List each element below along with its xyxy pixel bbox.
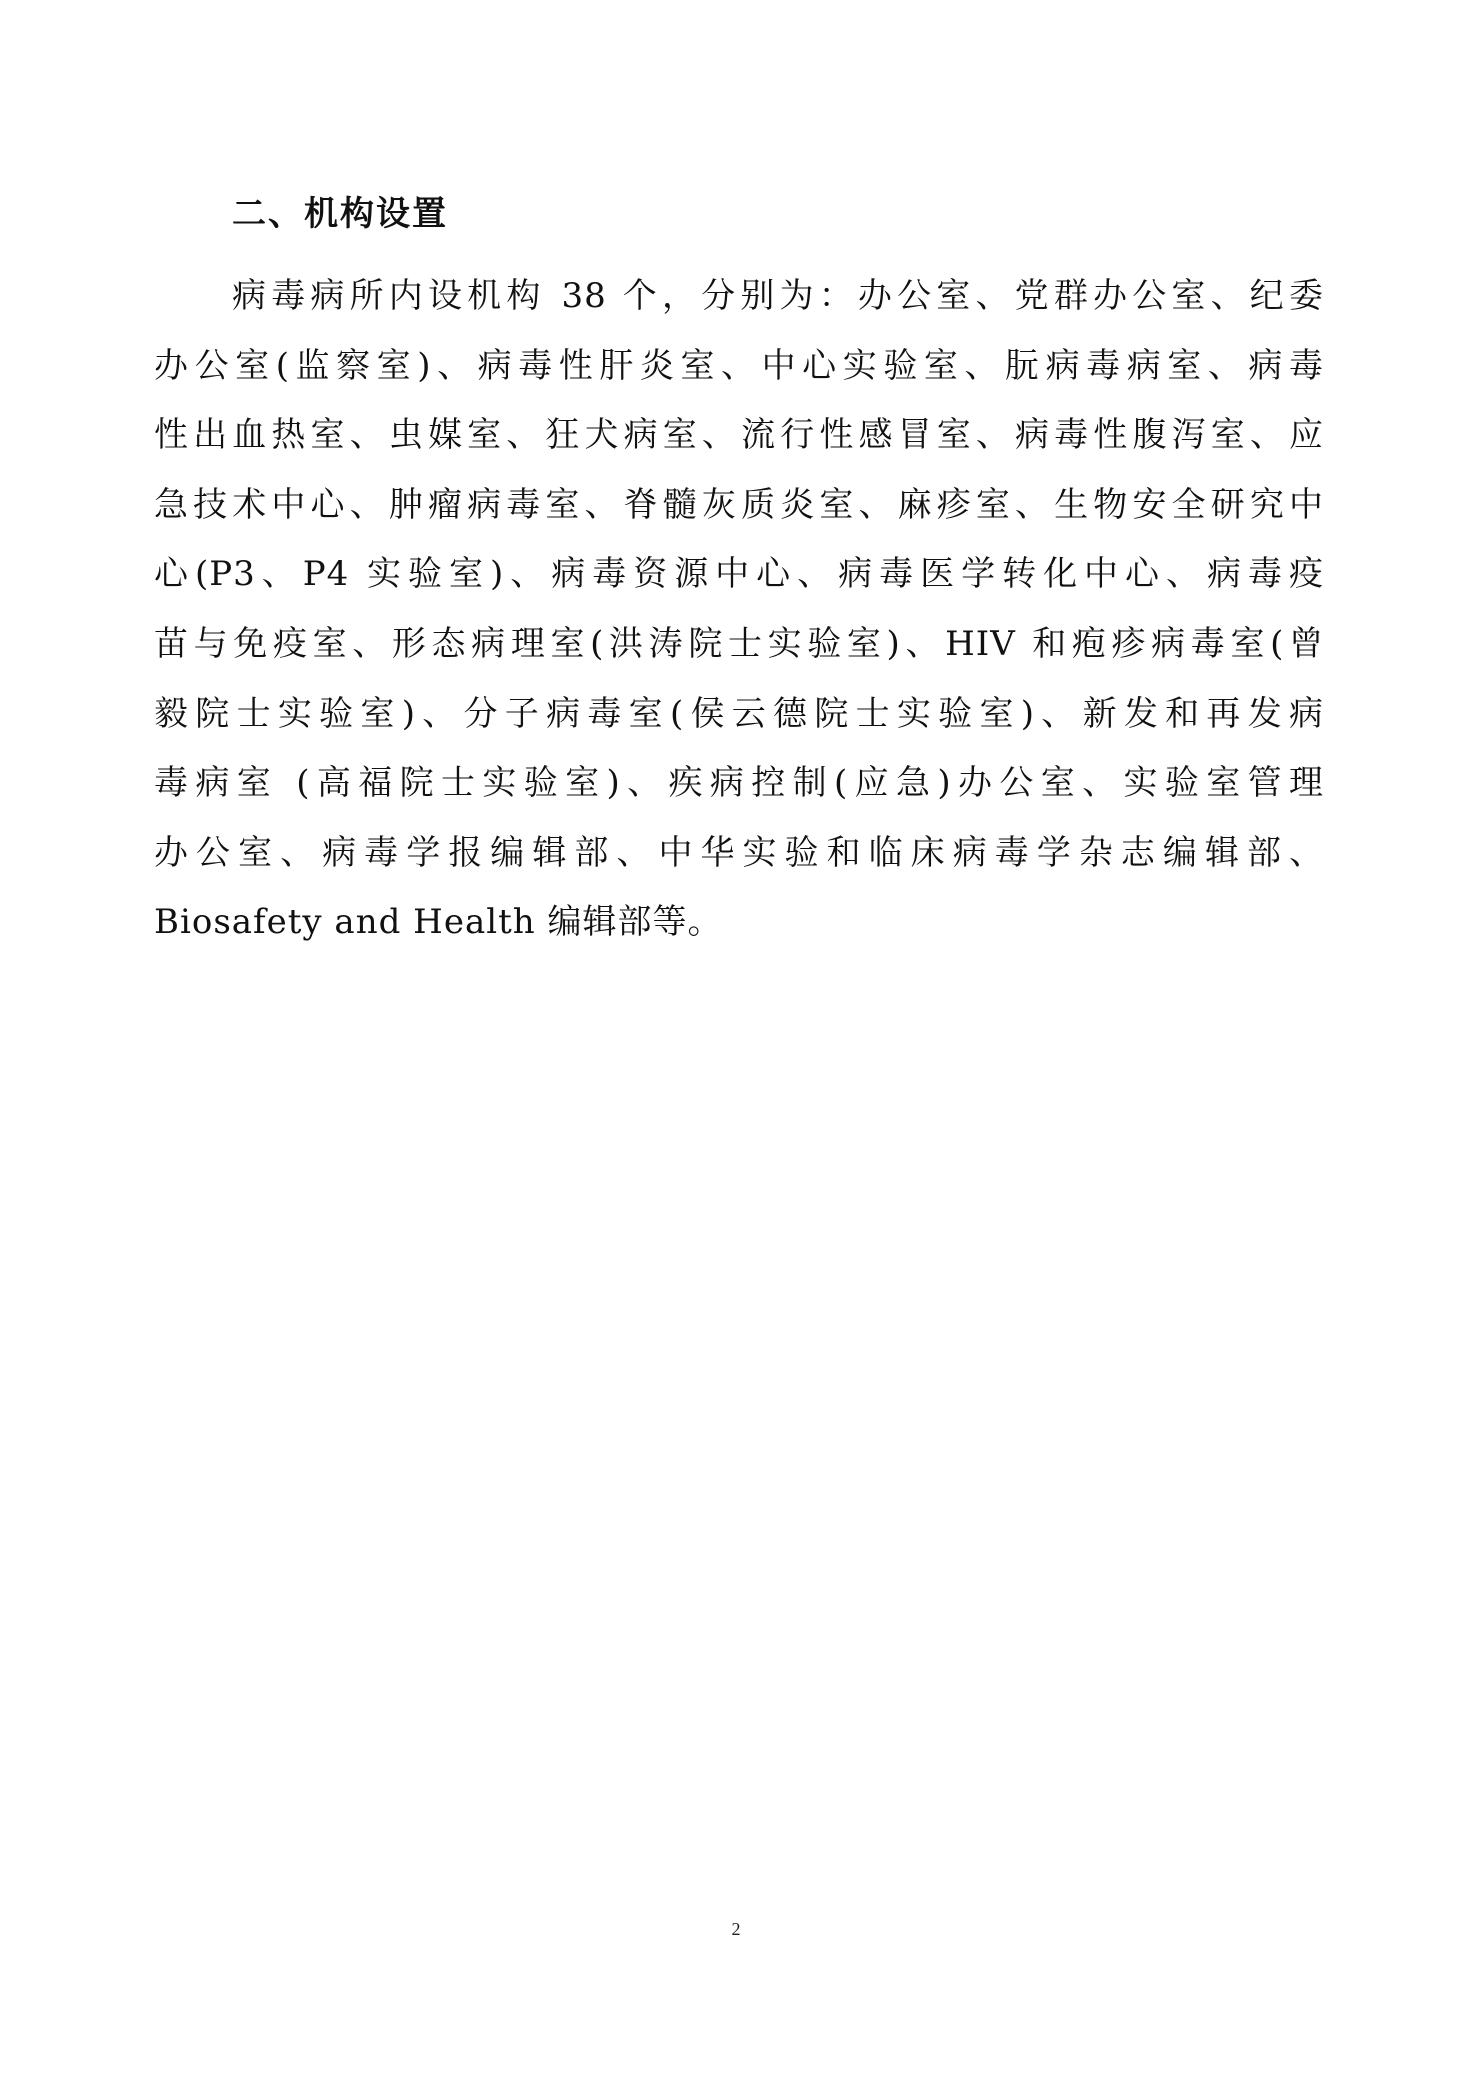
paragraph-line: 性出血热室、虫媒室、狂犬病室、流行性感冒室、病毒性腹泻室、应 <box>154 415 1324 456</box>
paragraph-line: 病毒病所内设机构 38 个，分别为：办公室、党群办公室、纪委 <box>232 276 1324 316</box>
paragraph-line: 苗与免疫室、形态病理室(洪涛院士实验室)、HIV 和疱疹病毒室(曾 <box>154 623 1324 664</box>
paragraph-line: 急技术中心、肿瘤病毒室、脊髓灰质炎室、麻疹室、生物安全研究中 <box>154 484 1324 525</box>
paragraph-line: 毅院士实验室)、分子病毒室(侯云德院士实验室)、新发和再发病 <box>154 693 1324 734</box>
body-paragraph <box>154 262 1324 958</box>
section-heading: 二、机构设置 <box>232 194 448 234</box>
paragraph-line: 心(P3、P4 实验室)、病毒资源中心、病毒医学转化中心、病毒疫 <box>154 554 1324 595</box>
paragraph-line: 办公室(监察室)、病毒性肝炎室、中心实验室、朊病毒病室、病毒 <box>154 345 1324 386</box>
paragraph-line: 毒病室 (高福院士实验室)、疾病控制(应急)办公室、实验室管理 <box>154 763 1324 804</box>
paragraph-line: Biosafety and Health 编辑部等。 <box>154 902 723 943</box>
page-number: 2 <box>731 1919 741 1939</box>
paragraph-line: 办公室、病毒学报编辑部、中华实验和临床病毒学杂志编辑部、 <box>154 832 1324 873</box>
